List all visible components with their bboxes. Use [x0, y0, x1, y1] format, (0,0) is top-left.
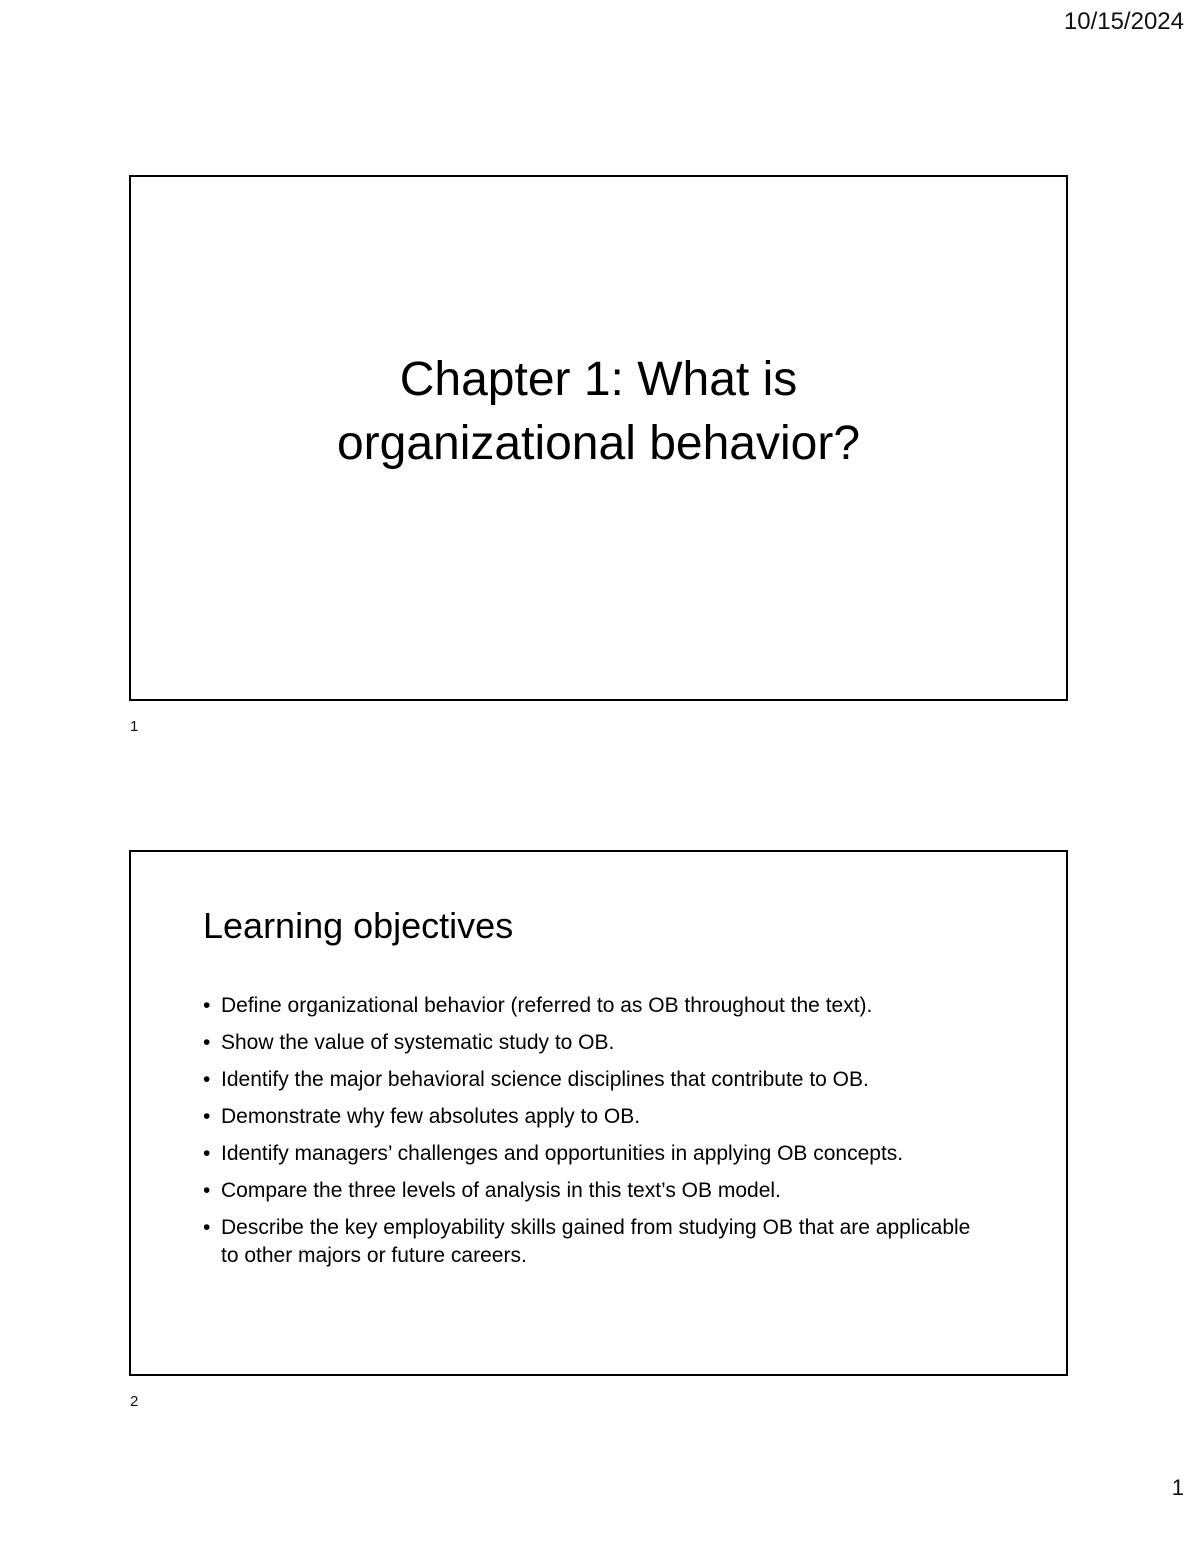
page-date: 10/15/2024 — [1063, 8, 1184, 35]
page-number: 1 — [1171, 1475, 1184, 1500]
list-item-text: Define organizational behavior (referred to as OB throughout the text). — [221, 994, 873, 1017]
list-item-text: Show the value of systematic study to OB. — [221, 1031, 615, 1054]
bullet-icon: • — [203, 1068, 211, 1091]
list-item-text: Compare the three levels of analysis in this text’s OB model. — [221, 1179, 781, 1202]
list-item-text: Identify managers’ challenges and opportunities in applying OB concepts. — [221, 1142, 904, 1165]
list-item — [203, 1140, 993, 1168]
bullet-icon: • — [203, 1142, 211, 1165]
slide-1 — [129, 175, 1068, 701]
list-item — [203, 1177, 993, 1205]
slide-number-2: 2 — [130, 1393, 139, 1410]
bullet-icon: • — [203, 1179, 211, 1202]
list-item-text: Identify the major behavioral science disciplines that contribute to OB. — [221, 1068, 869, 1091]
slide-number-1: 1 — [130, 718, 139, 735]
bullet-icon: • — [203, 1031, 211, 1054]
list-item — [203, 1103, 993, 1131]
slide-title-line-2: organizational behavior? — [336, 417, 861, 470]
slide-title — [131, 348, 1066, 476]
list-item-text: Describe the key employability skills gained from studying OB that are applicable to other majors or future careers. — [221, 1216, 971, 1267]
bullet-icon: • — [203, 1216, 211, 1239]
list-item-text: Demonstrate why few absolutes apply to OB. — [221, 1105, 641, 1128]
list-item — [203, 992, 993, 1020]
slide-title-line-1: Chapter 1: What is — [399, 353, 798, 406]
bullet-icon: • — [203, 1105, 211, 1128]
learning-objectives-list — [203, 992, 993, 1279]
bullet-icon: • — [203, 994, 211, 1017]
list-item — [203, 1214, 993, 1270]
list-item — [203, 1029, 993, 1057]
slide-heading: Learning objectives — [203, 905, 514, 946]
list-item — [203, 1066, 993, 1094]
slide-2 — [129, 850, 1068, 1376]
